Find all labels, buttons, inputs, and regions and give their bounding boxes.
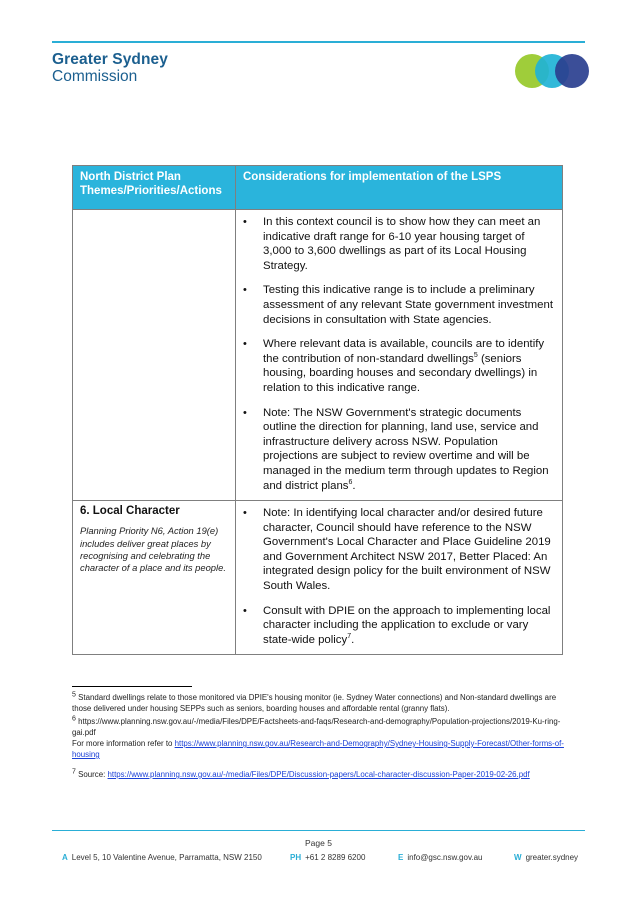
footer-phone: PH +61 2 8289 6200 xyxy=(290,853,366,862)
footnote-divider xyxy=(72,686,192,687)
theme-description: Planning Priority N6, Action 19(e) includes deliver great places by recognising and celebrating the character of a place and its people. xyxy=(80,525,226,574)
table-row xyxy=(73,210,563,501)
page-number: Page 5 xyxy=(305,838,332,848)
footnote-5: $^5$ Standard dwellings relate to those monitored via DPIE's housing monitor (ie. Sydney Water connections) and Non-standard dwellings are those delivered under housing SEPPs such as seniors, boarding houses and affordable rental (granny flats). xyxy=(72,691,557,713)
table-row xyxy=(73,501,563,655)
list-item: • Note: In identifying local character and/or desired future character, Council should have reference to the NSW Government's Local Character and Place Guideline 2019 and Government Architect NSW 2017, Better Placed: An integrated design policy for the built environment of NSW South Wales. xyxy=(237,506,555,594)
footer-website[interactable]: W greater.sydney xyxy=(514,853,579,862)
gsc-logo-icon xyxy=(514,53,590,89)
footnote-ref-6[interactable]: 6 xyxy=(348,478,353,486)
list-item: • In this context council is to show how they can meet an indicative draft range for 6-10 year housing target of 3,000 to 3,600 dwellings as part of its Local Housing Strategy. xyxy=(237,215,555,273)
list-item: • Note: The NSW Government's strategic documents outline the direction for planning, land use, service and infrastructure delivery across NSW. Population projections are subject to review overtime and will be managed in the medium term through updates to Region and district plans$^6$. xyxy=(237,406,555,494)
list-item: • Where relevant data is available, councils are to identify the contribution of non-standard dwellings$^5$ (seniors housing, boarding houses and secondary dwellings) in relation to this indicative range. xyxy=(237,337,555,395)
considerations-cell xyxy=(236,210,563,501)
footnote-6-link[interactable]: https://www.planning.nsw.gov.au/Research-and-Demography/Sydney-Housing-Supply-Forecast/Other-forms-of-housing xyxy=(72,739,564,759)
list-item: • Testing this indicative range is to include a preliminary assessment of any relevant State government investment decisions in consultation with State agencies. xyxy=(237,283,555,327)
brand-logo-text xyxy=(52,52,168,84)
footnote-7-link[interactable]: https://www.planning.nsw.gov.au/-/media/Files/DPE/Discussion-papers/Local-character-discussion-Paper-2019-02-26.pdf xyxy=(107,770,530,779)
header-rule xyxy=(52,41,585,43)
list-item: • Consult with DPIE on the approach to implementing local character including the application to exclude or vary state-wide policy$^7$. xyxy=(237,604,555,648)
brand-line-2: Commission xyxy=(52,67,138,85)
theme-cell-empty xyxy=(73,210,236,501)
considerations-cell xyxy=(236,501,563,655)
lsps-considerations-table xyxy=(72,165,563,655)
footer-address: A Level 5, 10 Valentine Avenue, Parramatta, NSW 2150 xyxy=(62,853,262,862)
table-header-row xyxy=(73,166,563,210)
footer-rule xyxy=(52,830,585,831)
footnote-6: $^6$ https://www.planning.nsw.gov.au/-/media/Files/DPE/Factsheets-and-faqs/Research-and-demography/Population-projections/2019-Ku-ring-gai.pdf For more information refer to https://www.planning.nsw.gov.au/Research-and-Demography/Sydney-Housing-Supply-Forecast/Other-forms-of-housing xyxy=(72,715,564,759)
footnote-7: $^7$ Source: https://www.planning.nsw.gov.au/-/media/Files/DPE/Discussion-papers/Local-character-discussion-Paper-2019-02-26.pdf xyxy=(72,768,530,779)
considerations-list xyxy=(237,211,561,499)
header-considerations: Considerations for implementation of the LSPS xyxy=(236,166,563,210)
theme-cell xyxy=(73,501,236,655)
header-themes: North District Plan Themes/Priorities/Actions xyxy=(73,166,236,210)
footnote-ref-5[interactable]: 5 xyxy=(473,351,478,359)
footnotes xyxy=(72,692,567,782)
brand-line-1: Greater Sydney xyxy=(52,51,168,68)
footer-email[interactable]: E info@gsc.nsw.gov.au xyxy=(398,853,483,862)
considerations-list xyxy=(237,502,561,653)
theme-title: 6. Local Character xyxy=(80,505,180,518)
footnote-ref-7[interactable]: 7 xyxy=(347,633,352,641)
